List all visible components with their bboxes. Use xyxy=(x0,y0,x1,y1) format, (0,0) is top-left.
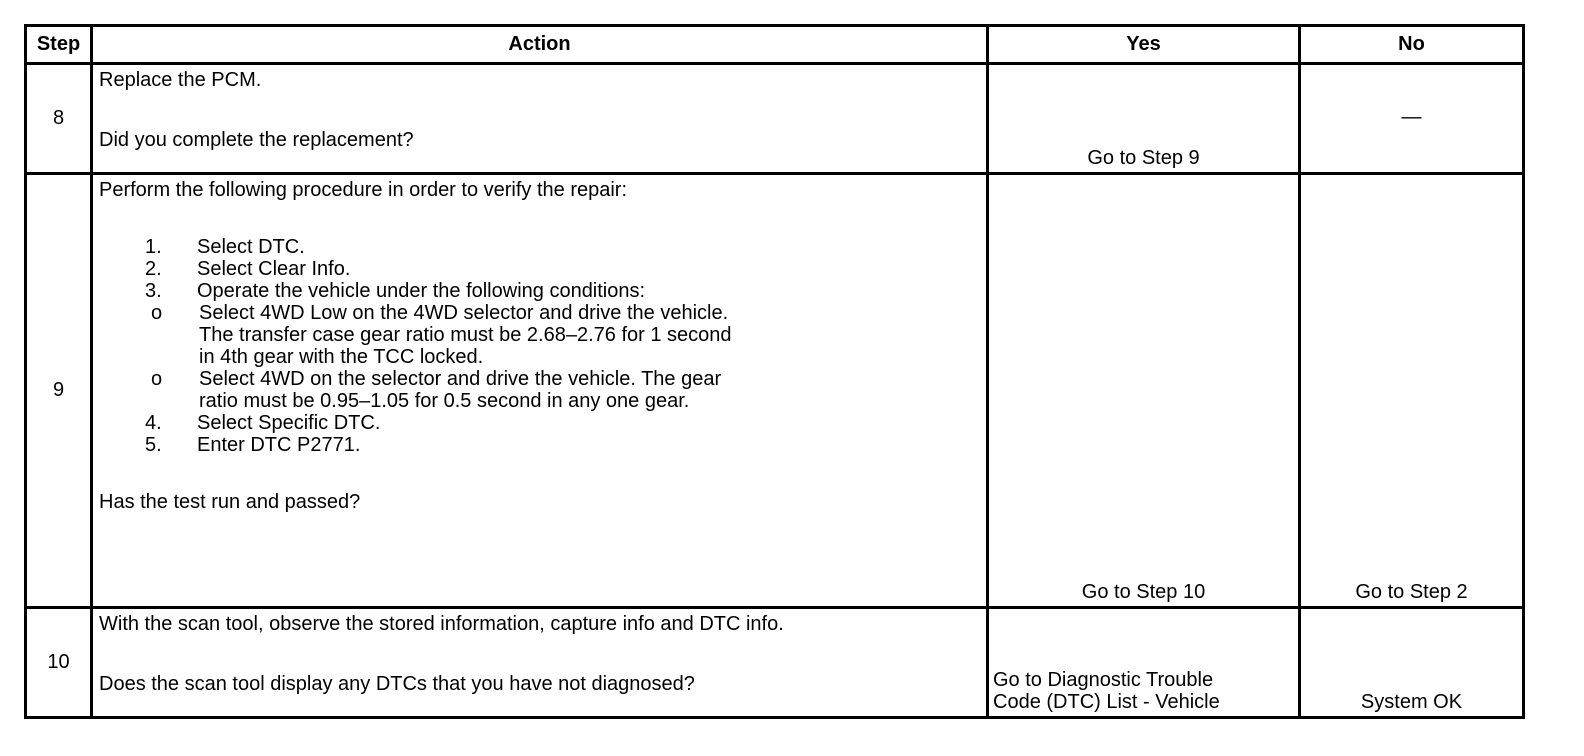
procedure-item xyxy=(99,434,980,456)
yes-line: Code (DTC) List - Vehicle xyxy=(993,691,1220,713)
procedure-text: Enter DTC P2771. xyxy=(197,434,361,456)
condition-item xyxy=(99,302,980,368)
procedure-list xyxy=(99,236,980,302)
procedure-list xyxy=(99,412,980,456)
conditions-list xyxy=(99,302,980,412)
action-intro: Perform the following procedure in order to verify the repair: xyxy=(99,179,628,201)
procedure-item xyxy=(99,258,980,280)
condition-line: Select 4WD Low on the 4WD selector and drive the vehicle. xyxy=(199,302,729,324)
action-intro: With the scan tool, observe the stored information, capture info and DTC info. xyxy=(99,613,784,635)
header-action: Action xyxy=(92,26,988,64)
procedure-item xyxy=(99,412,980,434)
procedure-item xyxy=(99,280,980,302)
header-no: No xyxy=(1300,26,1524,64)
bullet-icon: o xyxy=(151,302,163,324)
header-yes: Yes xyxy=(988,26,1300,64)
action-question: Has the test run and passed? xyxy=(99,491,361,513)
action-cell xyxy=(92,64,988,174)
no-cell xyxy=(1300,64,1524,174)
step-number: 8 xyxy=(26,64,92,174)
procedure-text: Select Clear Info. xyxy=(197,258,351,280)
diagnostic-table xyxy=(24,24,1525,719)
procedure-text: Operate the vehicle under the following conditions: xyxy=(197,280,646,302)
yes-link[interactable]: Go to Step 10 xyxy=(1081,581,1206,603)
table-row xyxy=(26,174,1524,608)
header-step: Step xyxy=(26,26,92,64)
procedure-text: Select DTC. xyxy=(197,236,305,258)
yes-cell xyxy=(988,174,1300,608)
action-intro: Replace the PCM. xyxy=(99,69,262,91)
table-row xyxy=(26,64,1524,174)
condition-line: ratio must be 0.95–1.05 for 0.5 second in any one gear. xyxy=(199,390,690,412)
procedure-item xyxy=(99,236,980,258)
action-cell xyxy=(92,174,988,608)
condition-line: in 4th gear with the TCC locked. xyxy=(199,346,484,368)
procedure-text: Select Specific DTC. xyxy=(197,412,381,434)
yes-link[interactable]: Go to Step 9 xyxy=(1087,147,1200,169)
no-link[interactable]: Go to Step 2 xyxy=(1355,581,1468,603)
no-cell xyxy=(1300,174,1524,608)
table-header-row xyxy=(26,26,1524,64)
procedure-number: 3. xyxy=(145,280,162,302)
no-value: — xyxy=(1401,106,1422,128)
action-question: Did you complete the replacement? xyxy=(99,129,414,151)
step-number: 9 xyxy=(26,174,92,608)
bullet-icon: o xyxy=(151,368,163,390)
procedure-number: 1. xyxy=(145,236,162,258)
yes-cell xyxy=(988,64,1300,174)
condition-line: The transfer case gear ratio must be 2.68–2.76 for 1 second xyxy=(199,324,732,346)
procedure-number: 5. xyxy=(145,434,162,456)
action-cell xyxy=(92,608,988,718)
condition-item xyxy=(99,368,980,412)
yes-cell xyxy=(988,608,1300,718)
no-cell xyxy=(1300,608,1524,718)
no-value: System OK xyxy=(1360,691,1463,713)
step-number: 10 xyxy=(26,608,92,718)
procedure-number: 4. xyxy=(145,412,162,434)
action-question: Does the scan tool display any DTCs that you have not diagnosed? xyxy=(99,673,695,695)
yes-line: Go to Diagnostic Trouble xyxy=(993,669,1214,691)
condition-line: Select 4WD on the selector and drive the vehicle. The gear xyxy=(199,368,722,390)
yes-link[interactable] xyxy=(993,669,1220,713)
procedure-number: 2. xyxy=(145,258,162,280)
table-row xyxy=(26,608,1524,718)
